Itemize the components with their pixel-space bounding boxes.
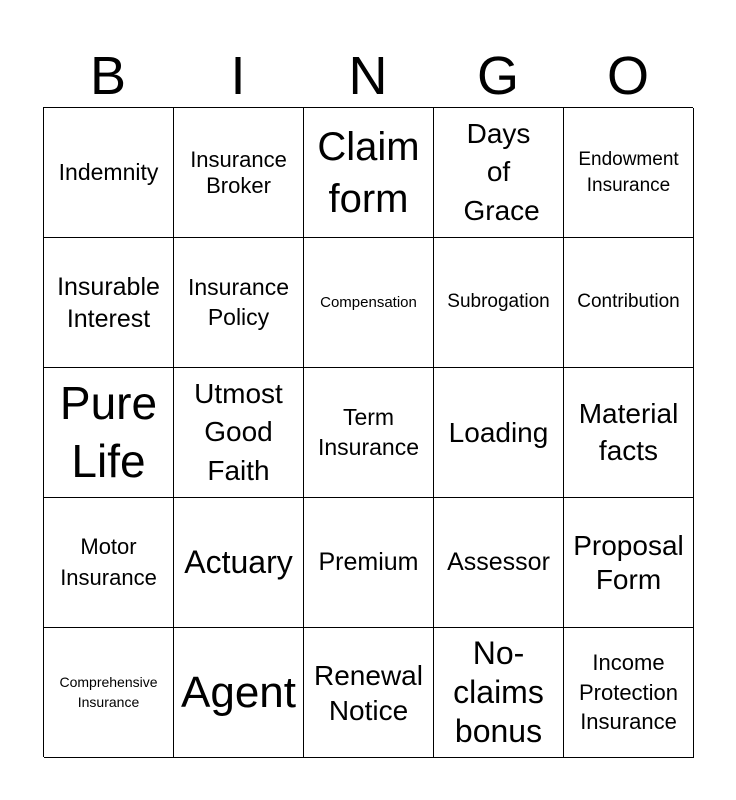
bingo-header [43, 45, 693, 107]
cell-text: Subrogation [447, 291, 550, 313]
header-letter-o: O [606, 46, 649, 106]
cell-text: Days of Grace [463, 118, 540, 226]
bingo-cell[interactable] [44, 498, 174, 628]
bingo-cell[interactable] [304, 628, 434, 758]
cell-text: Loading [448, 416, 549, 448]
bingo-cell[interactable] [304, 108, 434, 238]
bingo-cell[interactable] [44, 628, 174, 758]
bingo-cell[interactable] [434, 368, 564, 498]
header-letter-b: B [89, 46, 127, 106]
header-letter-g: G [476, 46, 519, 106]
bingo-cell[interactable] [44, 238, 174, 368]
bingo-cell[interactable] [564, 368, 694, 498]
bingo-cell[interactable] [44, 108, 174, 238]
bingo-cell[interactable] [434, 238, 564, 368]
cell-text: Compensation [320, 293, 417, 311]
bingo-cell[interactable] [434, 498, 564, 628]
bingo-cell[interactable] [44, 368, 174, 498]
bingo-cell[interactable] [174, 498, 304, 628]
cell-text: Agent [181, 667, 296, 717]
bingo-cell[interactable] [174, 238, 304, 368]
cell-text: Utmost Good Faith [194, 378, 283, 486]
header-letter-i: I [230, 46, 246, 106]
bingo-board [43, 107, 693, 757]
bingo-cell[interactable] [564, 498, 694, 628]
bingo-cell[interactable] [174, 368, 304, 498]
cell-text: Insurance Broker [190, 146, 287, 198]
cell-text: Insurance Policy [187, 273, 289, 330]
bingo-cell[interactable] [564, 238, 694, 368]
bingo-cell[interactable] [434, 108, 564, 238]
cell-text: Motor Insurance [60, 534, 157, 590]
bingo-cell[interactable] [304, 238, 434, 368]
cell-text: Contribution [577, 291, 680, 313]
cell-text: Proposal Form [573, 529, 684, 595]
cell-text: Endowment Insurance [578, 148, 679, 196]
bingo-cell[interactable] [564, 108, 694, 238]
bingo-cell[interactable] [174, 108, 304, 238]
cell-text: Claim form [317, 124, 420, 221]
cell-text: Pure Life [59, 377, 158, 487]
bingo-cell[interactable] [174, 628, 304, 758]
bingo-cell[interactable] [304, 498, 434, 628]
header-letter-n: N [348, 46, 388, 106]
cell-text: Indemnity [58, 158, 159, 185]
cell-text: Renewal Notice [314, 659, 423, 726]
bingo-cell[interactable] [564, 628, 694, 758]
cell-text: Insurable Interest [57, 272, 160, 333]
cell-text: Income Protection Insurance [578, 649, 679, 735]
bingo-cell[interactable] [304, 368, 434, 498]
cell-text: Term Insurance [317, 403, 419, 460]
cell-text: Comprehensive Insurance [59, 673, 158, 710]
cell-text: Actuary [184, 543, 293, 580]
cell-text: Premium [318, 547, 419, 576]
bingo-cell[interactable] [434, 628, 564, 758]
cell-text: Assessor [447, 547, 550, 576]
cell-text: No-claims bonus [453, 634, 544, 750]
cell-text: Material facts [578, 397, 679, 466]
